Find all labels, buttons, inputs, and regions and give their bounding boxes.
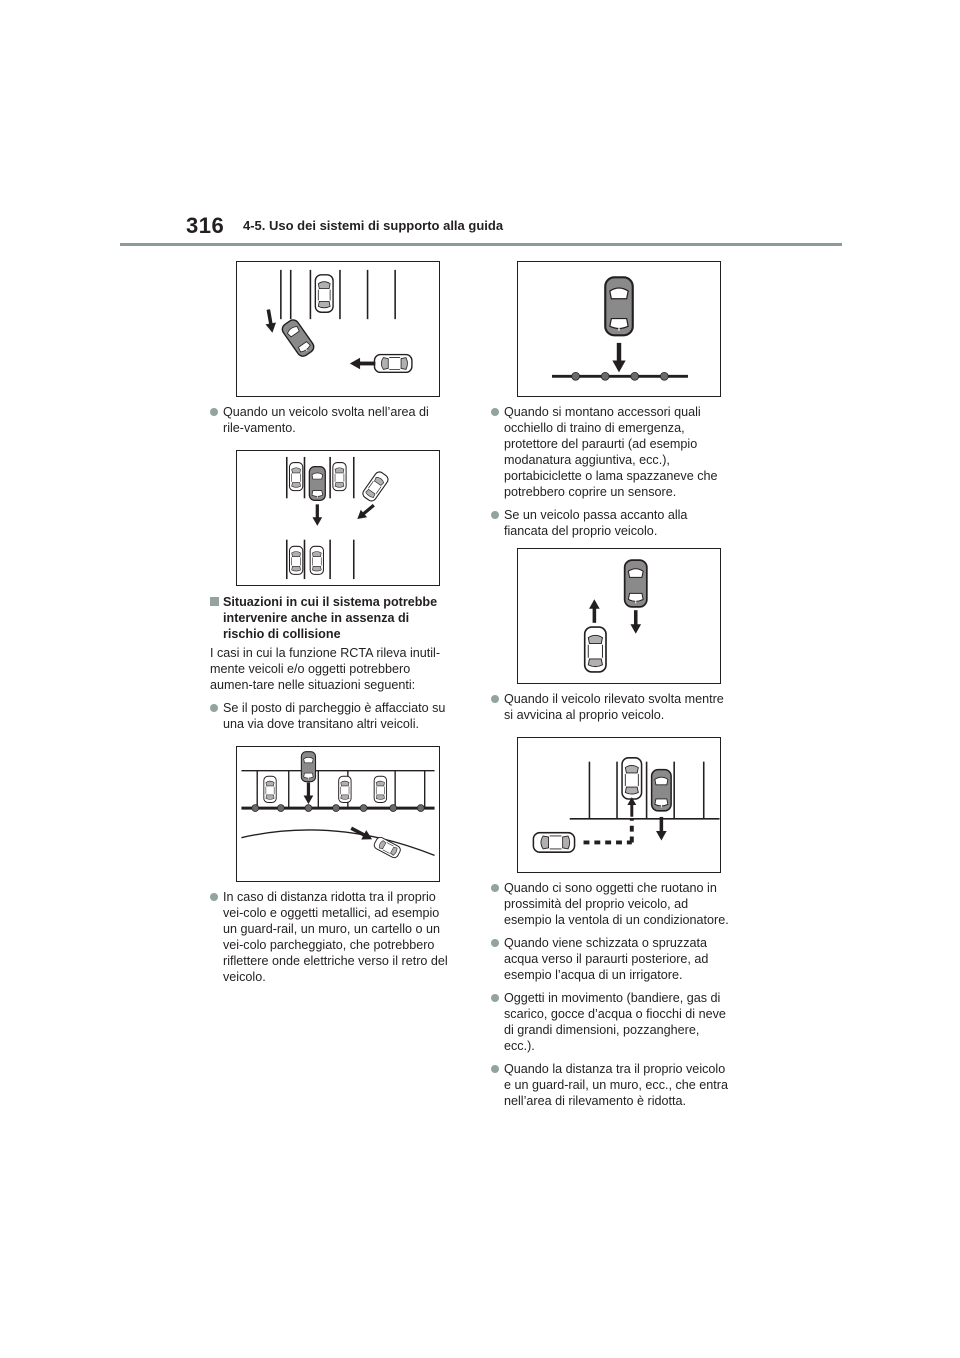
bullet-short-distance-guardrail: Quando la distanza tra il proprio veicolo e un guard-rail, un muro, ecc., che entra nell’area di rilevamento è ridotta. — [491, 1061, 731, 1109]
bullet-rotating-objects: Quando ci sono oggetti che ruotano in prossimità del proprio veicolo, ad esempio la ventola di un condizionatore. — [491, 880, 731, 928]
figure-vehicle-passing — [517, 548, 721, 684]
figure-parking-row — [236, 450, 440, 586]
intro-paragraph: I casi in cui la funzione RCTA rileva inutil-mente veicoli e/o oggetti potrebbero aumen-tare nelle situazioni seguenti: — [210, 646, 441, 692]
header-rule — [120, 243, 842, 246]
bullet-parking-facing-street: Se il posto di parcheggio è affacciato su una via dove transitano altri veicoli. — [210, 700, 450, 732]
bullet-detected-vehicle-turns: Quando il veicolo rilevato svolta mentre si avvicina al proprio veicolo. — [491, 691, 731, 723]
figure-street-facing-parking — [236, 746, 440, 882]
left-column — [210, 261, 450, 985]
figure-accessory-bumper — [517, 261, 721, 397]
bullet-vehicle-turns: Quando un veicolo svolta nell’area di rile-vamento. — [210, 404, 450, 436]
bullet-metal-objects: In caso di distanza ridotta tra il proprio vei-colo e oggetti metallici, ad esempio un guard-rail, un muro, un cartello o un vei-colo parcheggiato, che potrebbero riflettere onde elettriche verso il retro del veicolo. — [210, 889, 450, 985]
bullet-accessories: Quando si montano accessori quali occhiello di traino di emergenza, protettore del paraurti (ad esempio modanatura aggiuntiva, ecc.), portabiciclette o lama spazzaneve che potrebbero coprire un sensore. — [491, 404, 731, 500]
right-column — [491, 261, 731, 1109]
section-header: 4-5. Uso dei sistemi di supporto alla guida — [243, 218, 504, 233]
bullet-vehicle-passes-side: Se un veicolo passa accanto alla fiancata del proprio veicolo. — [491, 507, 731, 539]
bullet-water-spray: Quando viene schizzata o spruzzata acqua verso il paraurti posteriore, ad esempio l’acqua di un irrigatore. — [491, 935, 731, 983]
page-number: 316 — [186, 213, 225, 238]
section-title-false-detection: Situazioni in cui il sistema potrebbe intervenire anche in assenza di rischio di collisione — [210, 594, 450, 642]
figure-vehicle-turning — [236, 261, 440, 397]
bullet-moving-objects: Oggetti in movimento (bandiere, gas di scarico, gocce d’acqua o fiocchi di neve di grandi dimensioni, pozzanghere, ecc.). — [491, 990, 731, 1054]
figure-turning-toward-vehicle — [517, 737, 721, 873]
